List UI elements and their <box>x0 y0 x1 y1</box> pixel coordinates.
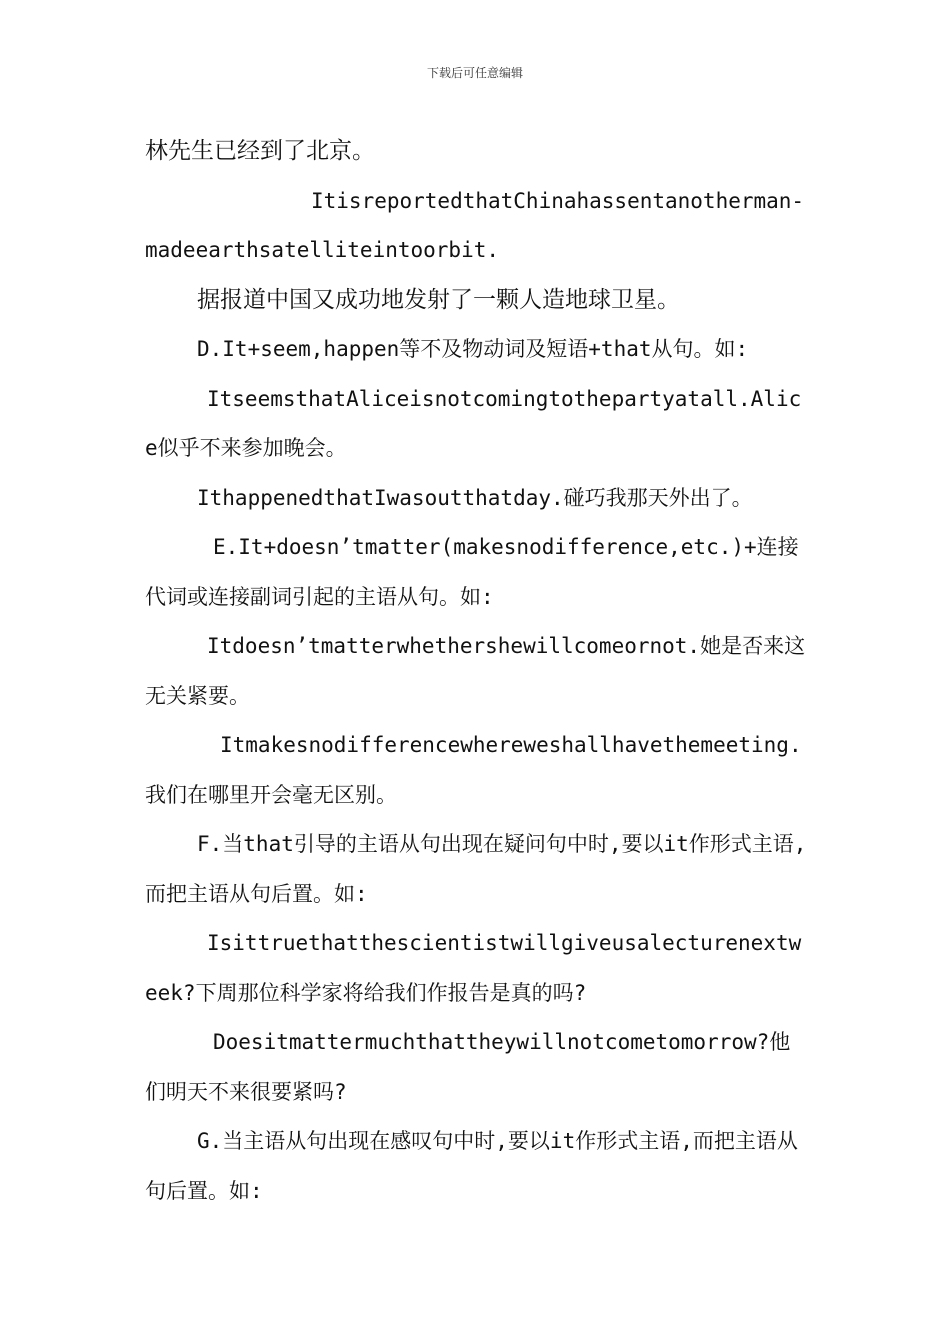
paragraph-2: ItisreportedthatChinahassentanotherman-madeearthsatelliteintoorbit. <box>145 188 805 262</box>
paragraph-5: ItseemsthatAliceisnotcomingtothepartyatall.Alice似乎不来参加晚会。 <box>145 386 802 460</box>
page-header: 下载后可任意编辑 <box>426 66 523 80</box>
paragraph-11: Isittruethatthescientistwillgiveusalecturenextweek?下周那位科学家将给我们作报告是真的吗? <box>145 931 802 1005</box>
paragraph-4: D.It+seem,happen等不及物动词及短语+that从句。如: <box>197 337 749 361</box>
paragraph-6: IthappenedthatIwasoutthatday.碰巧我那天外出了。 <box>197 485 753 510</box>
paragraph-3: 据报道中国又成功地发射了一颗人造地球卫星。 <box>197 286 680 313</box>
paragraph-9: Itmakesnodifferencewhereweshallhavethemeeting.我们在哪里开会毫无区别。 <box>145 733 802 807</box>
paragraph-7: E.It+doesn’tmatter(makesnodifference,etc.)+连接代词或连接副词引起的主语从句。如: <box>145 535 799 609</box>
paragraph-1: 林先生已经到了北京。 <box>145 138 375 164</box>
document-body <box>145 127 810 1216</box>
paragraph-12: Doesitmattermuchthattheywillnotcometomorrow?他们明天不来很要紧吗? <box>145 1030 791 1104</box>
paragraph-10: F.当that引导的主语从句出现在疑问句中时,要以it作形式主语,而把主语从句后置。如: <box>145 832 807 906</box>
paragraph-8: Itdoesn’tmatterwhethershewillcomeornot.她是否来这无关紧要。 <box>145 634 806 708</box>
paragraph-13: G.当主语从句出现在感叹句中时,要以it作形式主语,而把主语从句后置。如: <box>145 1129 798 1203</box>
